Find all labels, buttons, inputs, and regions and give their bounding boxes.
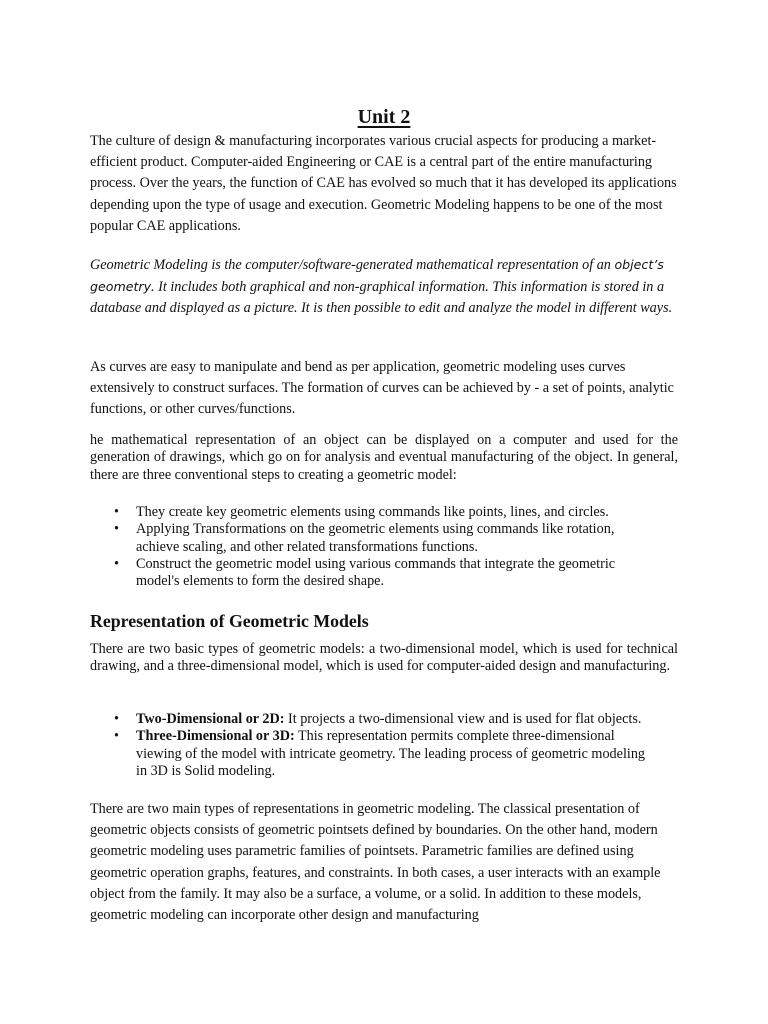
bullet-icon: • (114, 555, 119, 572)
model-type-text: It projects a two-dimensional view and is used for flat objects. (284, 711, 642, 727)
steps-paragraph: he mathematical representation of an object can be displayed on a computer and used for the generation of drawings, which go on for analysis and eventual manufacturing of the object. In general, there are three conventional steps to creating a geometric model: (90, 432, 678, 483)
list-item (90, 504, 646, 521)
curves-paragraph: As curves are easy to manipulate and bend as per application, geometric modeling uses curves extensively to construct surfaces. The formation of curves can be achieved by - a set of points, analytic functions, or other curves/functions. (90, 359, 674, 418)
step-text: Construct the geometric model using various commands that integrate the geometric model's elements to form the desired shape. (136, 555, 616, 590)
model-type-term: Two-Dimensional or 2D: (136, 711, 285, 727)
bullet-icon: • (114, 521, 119, 538)
model-types-list (90, 711, 678, 780)
intro-paragraph: The culture of design & manufacturing incorporates various crucial aspects for producing a market- efficient product. Computer-aided Engineering or CAE is a central part of the entire manufacturing process. Over the years, the function of CAE has evolved so much that it has developed its applications depending upon the type of usage and execution. Geometric Modeling happens to be one of the most popular CAE applications. (90, 133, 677, 234)
bullet-icon: • (114, 504, 119, 520)
bullet-icon: • (114, 711, 119, 727)
list-item (90, 728, 646, 780)
section-heading: Representation of Geometric Models (90, 611, 369, 631)
bullet-icon: • (114, 728, 119, 745)
list-item (90, 521, 646, 556)
list-item (90, 556, 646, 591)
definition-text-end: . It includes both graphical and non-graphical information. This information is stored in a database and displayed as a picture. It is then possible to edit and analyze the model in different ways. (90, 279, 673, 317)
definition-text-start: Geometric Modeling is the computer/software-generated mathematical representation of an (90, 257, 615, 273)
model-type-term: Three-Dimensional or 3D: (136, 728, 295, 745)
representations-paragraph: There are two main types of representations in geometric modeling. The classical presentation of geometric objects consists of geometric pointsets defined by boundaries. On the other hand, modern geometric modeling uses parametric families of pointsets. Parametric families are defined using geometric operation graphs, features, and constraints. In both cases, a user interacts with an example object from the family. It may also be a surface, a volume, or a solid. In addition to these models, geometric modeling can incorporate other design and manufacturing (90, 801, 661, 924)
definition-highlight: object’s geometry (90, 257, 664, 295)
steps-list (90, 504, 678, 590)
page-title: Unit 2 (357, 106, 411, 129)
list-item (90, 711, 646, 728)
definition-paragraph (90, 254, 678, 320)
model-type-text: This representation permits complete three-dimensional viewing of the model with intricate geometry. The leading process of geometric modeling in 3D is Solid modeling. (136, 728, 646, 779)
step-text: They create key geometric elements using commands like points, lines, and circles. (136, 504, 609, 520)
step-text: Applying Transformations on the geometric elements using commands like rotation, achieve scaling, and other related transformations functions. (136, 521, 615, 555)
types-paragraph: There are two basic types of geometric models: a two-dimensional model, which is used for technical drawing, and a three-dimensional model, which is used for computer-aided design and manufacturing. (90, 641, 678, 675)
